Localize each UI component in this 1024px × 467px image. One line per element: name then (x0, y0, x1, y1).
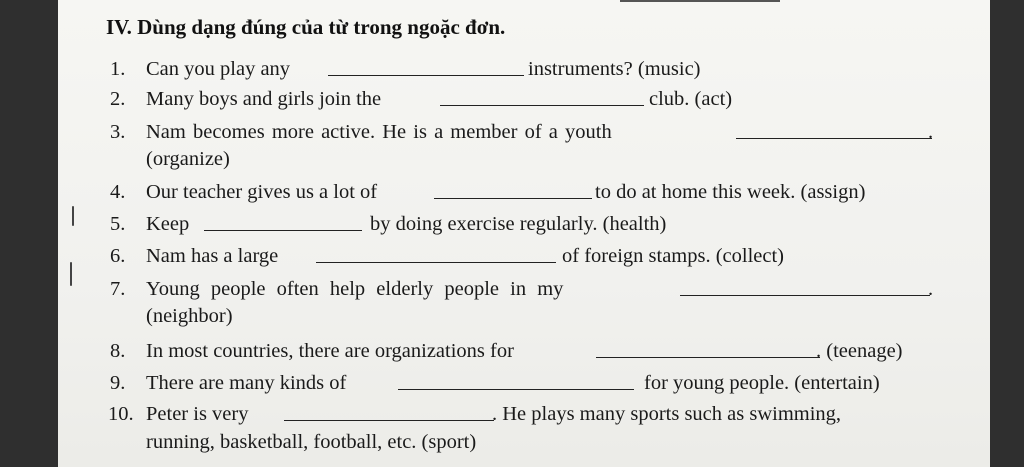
item-text: running, basketball, football, etc. (sport) (146, 431, 477, 453)
item-text: Our teacher gives us a lot of (146, 181, 378, 203)
answer-blank[interactable] (596, 337, 820, 358)
exercise-item (0, 178, 1024, 206)
answer-blank[interactable] (398, 369, 634, 390)
item-number: 8. (110, 340, 126, 362)
item-text: club. (act) (649, 88, 733, 110)
item-text: . He plays many sports such as swimming, (492, 403, 842, 425)
item-text: to do at home this week. (assign) (595, 181, 866, 203)
item-text: . (928, 278, 934, 300)
exercise-item (0, 55, 1024, 83)
item-text: instruments? (music) (528, 58, 701, 80)
exercise-item (0, 242, 1024, 270)
exercise-item (0, 337, 1024, 365)
item-text: There are many kinds of (146, 372, 347, 394)
item-text: Nam becomes more active. He is a member of a youth (146, 121, 612, 143)
item-number: 1. (110, 58, 126, 80)
item-number: 9. (110, 372, 126, 394)
item-text: Nam has a large (146, 245, 279, 267)
item-number: 5. (110, 213, 126, 235)
exercise-title: IV. Dùng dạng đúng của từ trong ngoặc đơn. (106, 15, 506, 39)
item-text: by doing exercise regularly. (health) (370, 213, 667, 235)
item-text: (neighbor) (146, 305, 233, 327)
item-number: 7. (110, 278, 126, 300)
item-text: of foreign stamps. (collect) (562, 245, 785, 267)
item-continuation (146, 428, 476, 456)
item-number: 3. (110, 121, 126, 143)
item-number: 10. (108, 403, 134, 425)
item-number: 4. (110, 181, 126, 203)
exercise-item (0, 85, 1024, 113)
answer-blank[interactable] (328, 55, 524, 76)
exercise-item (0, 400, 1024, 428)
answer-blank[interactable] (434, 178, 592, 199)
answer-blank[interactable] (680, 275, 930, 296)
answer-blank[interactable] (440, 85, 644, 106)
item-number: 6. (110, 245, 126, 267)
exercise-item (0, 210, 1024, 238)
item-text: for young people. (entertain) (644, 372, 880, 394)
item-hint (146, 145, 230, 173)
exercise-item (0, 369, 1024, 397)
item-text: Many boys and girls join the (146, 88, 382, 110)
answer-blank[interactable] (316, 242, 556, 263)
item-text: Peter is very (146, 403, 249, 425)
item-text: Can you play any (146, 58, 291, 80)
answer-blank[interactable] (204, 210, 362, 231)
item-text: In most countries, there are organizations for (146, 340, 514, 362)
item-text: Keep (146, 213, 190, 235)
item-text: Young people often help elderly people in my (146, 278, 564, 300)
answer-blank[interactable] (736, 118, 932, 139)
exercise-item (0, 118, 1024, 146)
item-text: . (928, 121, 934, 143)
item-text: (organize) (146, 148, 230, 170)
item-hint (146, 302, 233, 330)
top-rule (620, 0, 780, 2)
answer-blank[interactable] (284, 400, 494, 421)
exercise-item (0, 275, 1024, 303)
item-text: . (teenage) (816, 340, 903, 362)
item-number: 2. (110, 88, 126, 110)
